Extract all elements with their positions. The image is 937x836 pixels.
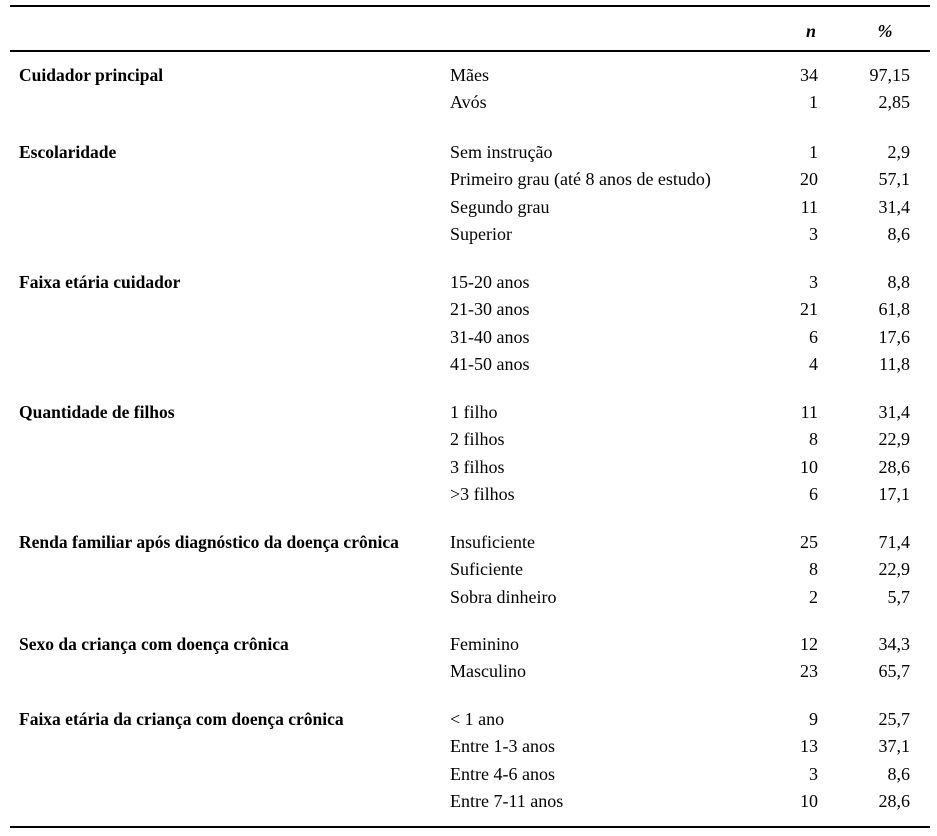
table-row	[0, 63, 937, 90]
row-n: 13	[800, 736, 818, 757]
row-n: 11	[800, 402, 818, 422]
table-row	[0, 455, 937, 482]
row-n: 21	[800, 299, 818, 320]
row-n: 6	[809, 484, 818, 505]
row-n: 23	[800, 661, 818, 682]
row-percent: 5,7	[887, 586, 910, 607]
row-percent: 2,9	[887, 142, 910, 162]
table-row	[0, 222, 937, 249]
row-percent: 11,8	[879, 354, 910, 375]
row-percent: 31,4	[878, 402, 910, 422]
row-percent: 57,1	[878, 169, 910, 190]
table-bottom-rule	[10, 826, 930, 828]
row-n: 3	[809, 272, 818, 292]
row-label: Mães	[450, 65, 489, 85]
table-row	[0, 762, 937, 789]
table-row	[0, 297, 937, 324]
table-row	[0, 325, 937, 352]
table-row	[0, 427, 937, 454]
row-percent: 97,15	[869, 65, 910, 85]
table-row	[0, 352, 937, 379]
category-label: Faixa etária cuidador	[19, 272, 181, 292]
row-percent: 71,4	[878, 532, 910, 552]
table-row	[0, 270, 937, 297]
row-label: Sobra dinheiro	[450, 586, 557, 607]
row-label: >3 filhos	[450, 484, 515, 505]
table-row	[0, 734, 937, 761]
row-n: 3	[809, 224, 818, 245]
row-n: 8	[809, 559, 818, 580]
table-row	[0, 167, 937, 194]
category-label: Escolaridade	[19, 142, 117, 162]
row-percent: 25,7	[878, 709, 910, 729]
table-row	[0, 557, 937, 584]
table-row	[0, 789, 937, 816]
table-row	[0, 482, 937, 509]
table-row	[0, 632, 937, 659]
row-label: Segundo grau	[450, 196, 550, 217]
row-percent: 17,1	[878, 484, 910, 505]
table-row	[0, 400, 937, 427]
row-n: 9	[809, 709, 818, 729]
header-percent: %	[877, 21, 893, 41]
row-percent: 22,9	[878, 429, 910, 450]
row-percent: 37,1	[878, 736, 910, 757]
table-top-rule	[10, 5, 930, 7]
row-label: Avós	[450, 92, 487, 113]
row-label: 15-20 anos	[450, 272, 530, 292]
table-row	[0, 659, 937, 686]
row-label: Superior	[450, 224, 512, 245]
row-percent: 65,7	[878, 661, 910, 682]
row-label: < 1 ano	[450, 709, 505, 729]
row-percent: 61,8	[878, 299, 910, 320]
row-percent: 17,6	[878, 326, 910, 347]
table-header	[0, 15, 937, 45]
row-n: 4	[809, 354, 818, 375]
row-n: 1	[809, 92, 818, 113]
row-label: Suficiente	[450, 559, 523, 580]
category-label: Faixa etária da criança com doença crônica	[19, 709, 344, 729]
row-label: 1 filho	[450, 402, 498, 422]
row-n: 1	[809, 142, 818, 162]
row-n: 11	[800, 196, 818, 217]
row-n: 12	[800, 634, 818, 654]
row-n: 8	[809, 429, 818, 450]
row-n: 2	[809, 586, 818, 607]
table-row	[0, 530, 937, 557]
row-n: 20	[800, 169, 818, 190]
row-label: Primeiro grau (até 8 anos de estudo)	[450, 169, 711, 190]
row-percent: 28,6	[878, 791, 910, 812]
row-label: 31-40 anos	[450, 326, 530, 347]
row-percent: 31,4	[878, 196, 910, 217]
row-percent: 8,6	[887, 224, 910, 245]
category-label: Cuidador principal	[19, 65, 164, 85]
header-n: n	[805, 21, 816, 41]
row-label: 2 filhos	[450, 429, 505, 450]
row-percent: 34,3	[878, 634, 910, 654]
category-label: Sexo da criança com doença crônica	[19, 634, 289, 654]
row-label: Entre 4-6 anos	[450, 763, 555, 784]
row-label: Sem instrução	[450, 142, 553, 162]
row-percent: 2,85	[878, 92, 910, 113]
table-row	[0, 707, 937, 734]
row-label: 41-50 anos	[450, 354, 530, 375]
table-row	[0, 195, 937, 222]
row-n: 25	[800, 532, 818, 552]
category-label: Quantidade de filhos	[19, 402, 175, 422]
row-percent: 8,6	[887, 763, 910, 784]
row-n: 6	[809, 326, 818, 347]
row-n: 34	[800, 65, 818, 85]
row-label: Entre 7-11 anos	[450, 791, 564, 812]
row-n: 10	[800, 791, 818, 812]
table-header-rule	[10, 50, 930, 52]
table-row	[0, 140, 937, 167]
row-label: 3 filhos	[450, 456, 505, 477]
row-percent: 22,9	[878, 559, 910, 580]
row-n: 10	[800, 456, 818, 477]
row-percent: 8,8	[887, 272, 910, 292]
row-label: Insuficiente	[450, 532, 535, 552]
table-row	[0, 90, 937, 117]
row-label: Entre 1-3 anos	[450, 736, 555, 757]
category-label: Renda familiar após diagnóstico da doença crônica	[19, 532, 399, 552]
row-label: 21-30 anos	[450, 299, 530, 320]
row-n: 3	[809, 763, 818, 784]
row-label: Feminino	[450, 634, 520, 654]
row-label: Masculino	[450, 661, 526, 682]
table-row	[0, 585, 937, 612]
row-percent: 28,6	[878, 456, 910, 477]
